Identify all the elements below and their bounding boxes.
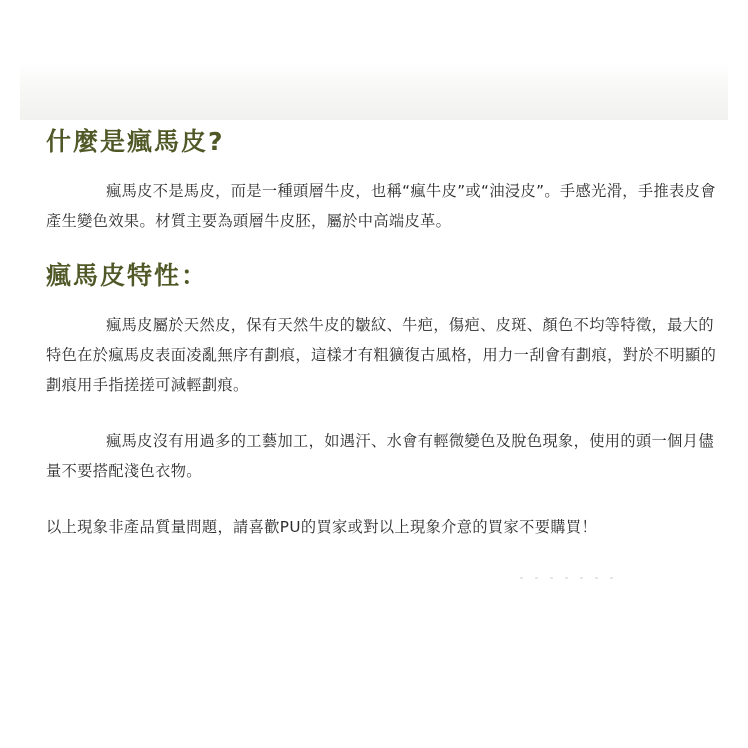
section-paragraph-care-note: 瘋馬皮沒有用過多的工藝加工，如遇汗、水會有輕微變色及脫色現象，使用的頭一個月儘量不要搭配淺色衣物。	[46, 432, 714, 480]
decorative-dots	[520, 574, 650, 582]
section-heading-characteristics: 瘋馬皮特性：	[46, 261, 209, 290]
section-paragraph-natural-features: 瘋馬皮屬於天然皮，保有天然牛皮的皺紋、牛疤，傷疤、皮斑、顏色不均等特徵，最大的特色在於瘋馬皮表面凌亂無序有劃痕，這樣才有粗獷復古風格，用力一刮會有劃痕，對於不明顯的劃痕用手指搓搓可減輕劃痕。	[46, 316, 717, 394]
dot	[610, 577, 613, 579]
section-heading-what-is-crazy-horse-leather: 什麼是瘋馬皮?	[46, 127, 225, 156]
article-content	[46, 118, 718, 542]
dot	[520, 577, 523, 579]
dot	[595, 577, 598, 579]
section-paragraph-definition: 瘋馬皮不是馬皮，而是一種頭層牛皮，也稱“瘋牛皮”或“油浸皮”。手感光滑，手推表皮會產生變色效果。材質主要為頭層牛皮胚，屬於中高端皮革。	[46, 182, 716, 230]
dot	[565, 577, 568, 579]
dot	[550, 577, 553, 579]
dot	[535, 577, 538, 579]
dot	[580, 577, 583, 579]
top-shade-band	[20, 62, 728, 120]
notice-paragraph: 以上現象非產品質量問題，請喜歡PU的買家或對以上現象介意的買家不要購買！	[46, 518, 598, 536]
